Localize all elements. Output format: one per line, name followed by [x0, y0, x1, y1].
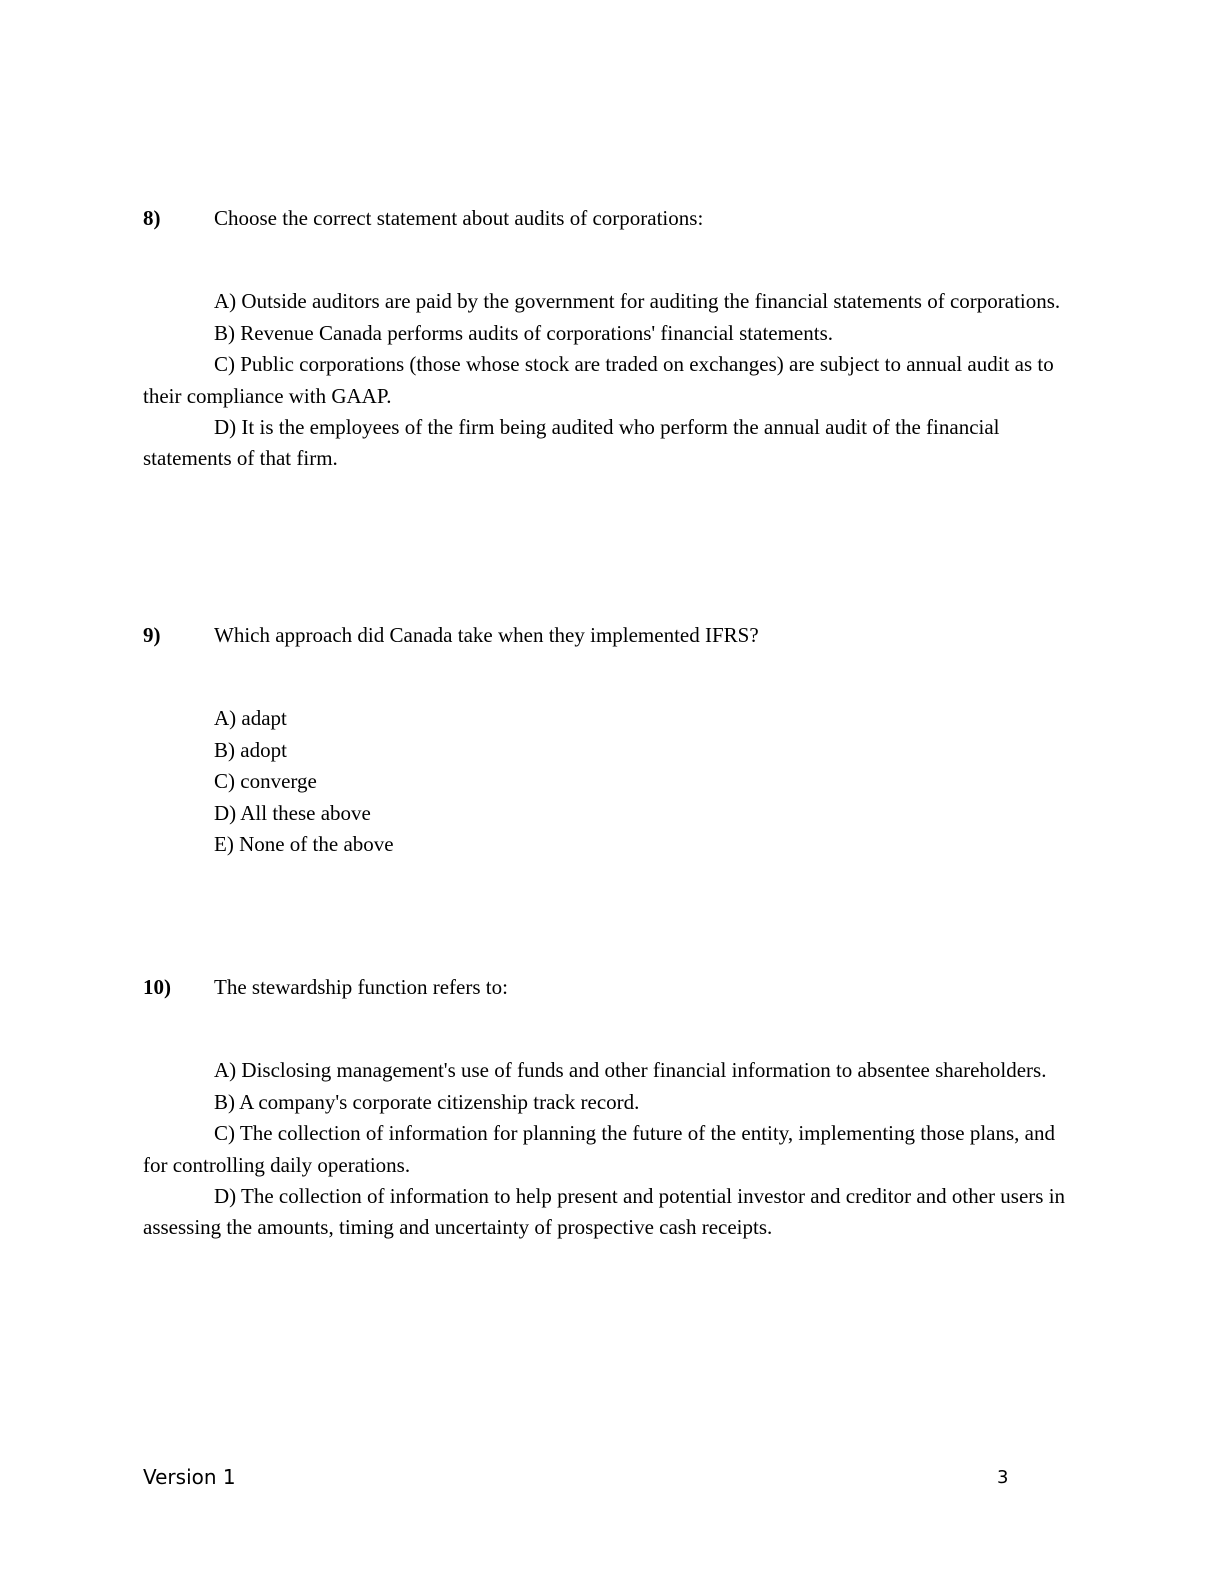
answer-option-d: D) All these above: [214, 800, 371, 825]
answer-option-b: B) adopt: [214, 737, 287, 762]
answer-option-d: D) The collection of information to help present and potential investor and creditor and other users in assessing the amounts, timing and uncertainty of prospective cash receipts.: [143, 1184, 1066, 1240]
footer-version: Version 1: [143, 1465, 236, 1489]
answer-options: [143, 286, 1083, 474]
question-header: [143, 620, 1083, 651]
answer-option-e: E) None of the above: [214, 832, 394, 857]
question-10: [143, 972, 1083, 1244]
answer-option-c: C) Public corporations (those whose stock are traded on exchanges) are subject to annual audit as to their compliance with GAAP.: [143, 352, 1054, 408]
question-prompt: Choose the correct statement about audits of corporations:: [214, 206, 704, 230]
answer-option-a: A) adapt: [214, 706, 287, 731]
answer-options: [143, 1055, 1083, 1243]
answer-options: [143, 703, 1083, 860]
answer-option-c: C) The collection of information for planning the future of the entity, implementing those plans, and for controlling daily operations.: [143, 1121, 1055, 1177]
question-number: 8): [143, 206, 161, 230]
footer-page-number: 3: [997, 1467, 1009, 1488]
question-9: [143, 620, 1083, 860]
answer-option-b: B) A company's corporate citizenship track record.: [214, 1089, 640, 1114]
question-number: 10): [143, 975, 171, 999]
answer-option-b: B) Revenue Canada performs audits of corporations' financial statements.: [214, 320, 834, 345]
question-header: [143, 972, 1083, 1003]
question-prompt: Which approach did Canada take when they implemented IFRS?: [214, 623, 759, 647]
question-8: [143, 203, 1083, 475]
answer-option-a: A) Outside auditors are paid by the government for auditing the financial statements of corporations.: [214, 289, 1061, 314]
answer-option-a: A) Disclosing management's use of funds and other financial information to absentee shareholders.: [214, 1058, 1047, 1083]
question-number: 9): [143, 623, 161, 647]
question-prompt: The stewardship function refers to:: [214, 975, 508, 999]
question-header: [143, 203, 1083, 234]
answer-option-c: C) converge: [214, 769, 317, 794]
answer-option-d: D) It is the employees of the firm being audited who perform the annual audit of the financial statements of that firm.: [143, 415, 1000, 471]
